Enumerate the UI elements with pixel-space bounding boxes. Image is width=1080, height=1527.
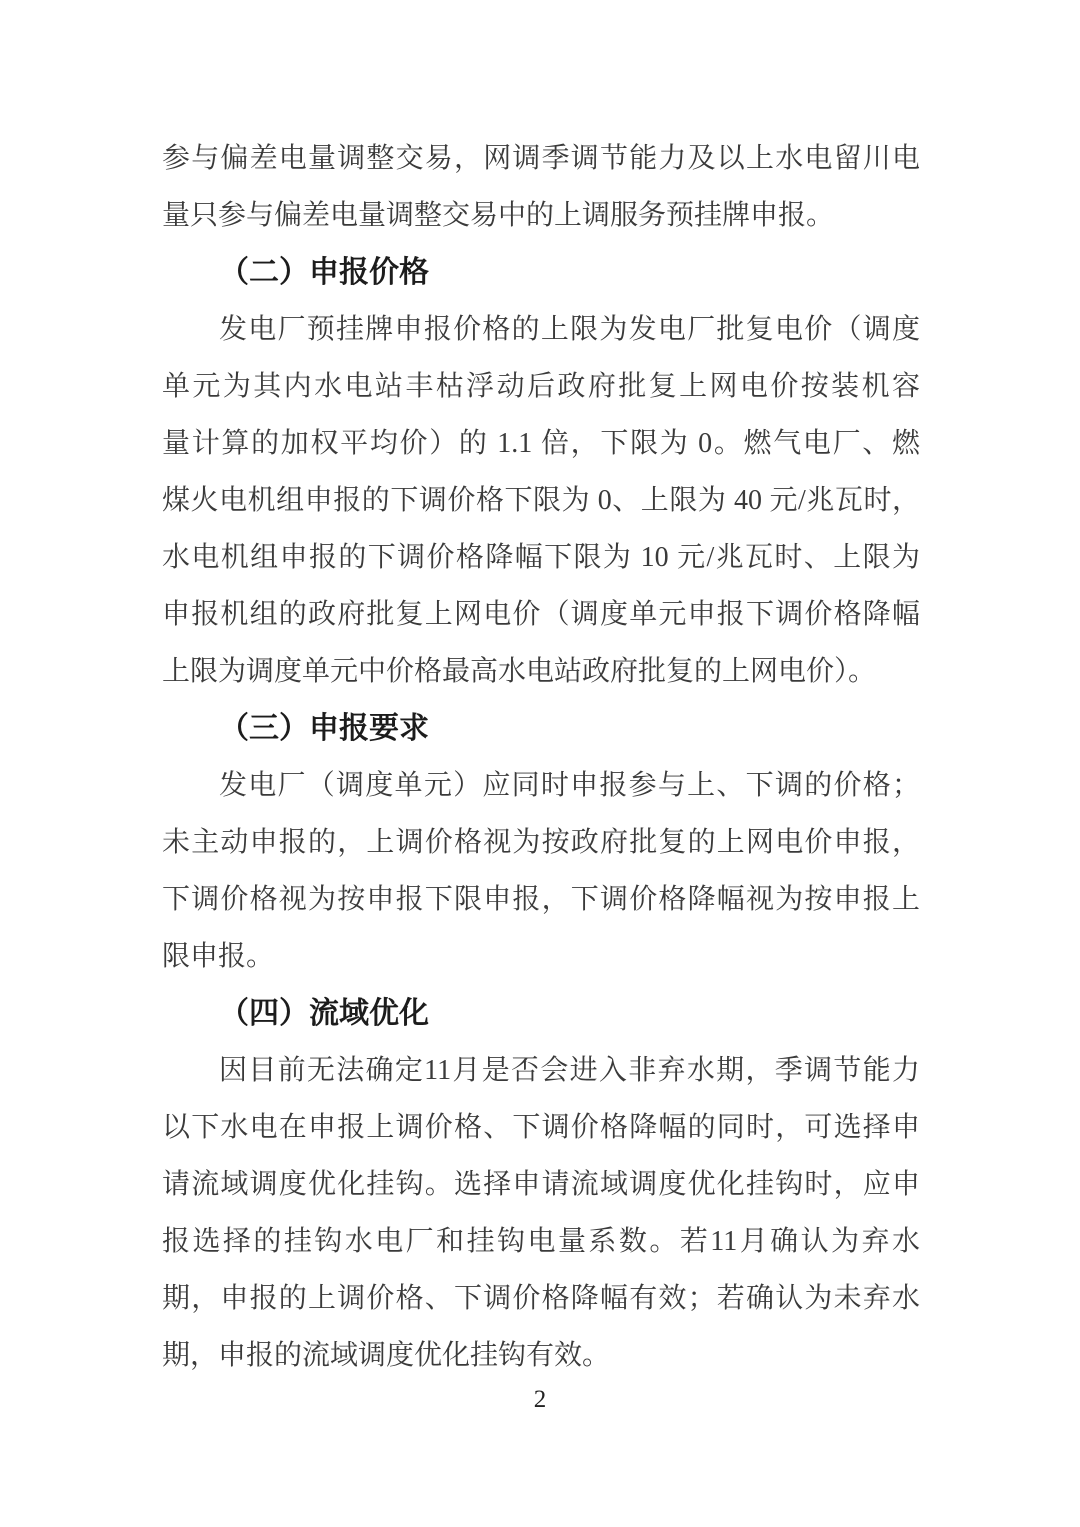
body-line: 单元为其内水电站丰枯浮动后政府批复上网电价按装机容 [162,371,920,402]
body-line: 煤火电机组申报的下调价格下限为 0、上限为 40 元/兆瓦时， [162,485,920,516]
body-line: 发电厂预挂牌申报价格的上限为发电厂批复电价（调度 [219,314,920,345]
body-line: 因目前无法确定11月是否会进入非弃水期，季调节能力 [219,1055,920,1086]
body-line: 量只参与偏差电量调整交易中的上调服务预挂牌申报。 [162,200,835,231]
section-heading-2: （二）申报价格 [219,256,429,289]
body-line: 未主动申报的，上调价格视为按政府批复的上网电价申报， [162,827,920,858]
body-line: 期，申报的上调价格、下调价格降幅有效；若确认为未弃水 [162,1283,920,1314]
body-line: 水电机组申报的下调价格降幅下限为 10 元/兆瓦时、上限为 [162,542,920,573]
body-line: 上限为调度单元中价格最高水电站政府批复的上网电价）。 [162,656,877,687]
body-line: 限申报。 [162,941,275,972]
body-line: 下调价格视为按申报下限申报，下调价格降幅视为按申报上 [162,884,920,915]
body-line: 以下水电在申报上调价格、下调价格降幅的同时，可选择申 [162,1112,920,1143]
body-line: 量计算的加权平均价）的 1.1 倍，下限为 0。燃气电厂、燃 [162,428,920,459]
section-heading-3: （三）申报要求 [219,712,429,745]
body-line: 请流域调度优化挂钩。选择申请流域调度优化挂钩时，应申 [162,1169,920,1200]
body-line: 报选择的挂钩水电厂和挂钩电量系数。若11月确认为弃水 [162,1226,920,1257]
section-heading-4: （四）流域优化 [219,997,429,1030]
body-line: 参与偏差电量调整交易，网调季调节能力及以上水电留川电 [162,143,920,174]
document-body [162,130,920,1384]
body-line: 期，申报的流域调度优化挂钩有效。 [162,1340,611,1371]
page-number: 2 [533,1386,547,1413]
body-line: 发电厂（调度单元）应同时申报参与上、下调的价格； [219,770,920,801]
body-line: 申报机组的政府批复上网电价（调度单元申报下调价格降幅 [162,599,920,630]
